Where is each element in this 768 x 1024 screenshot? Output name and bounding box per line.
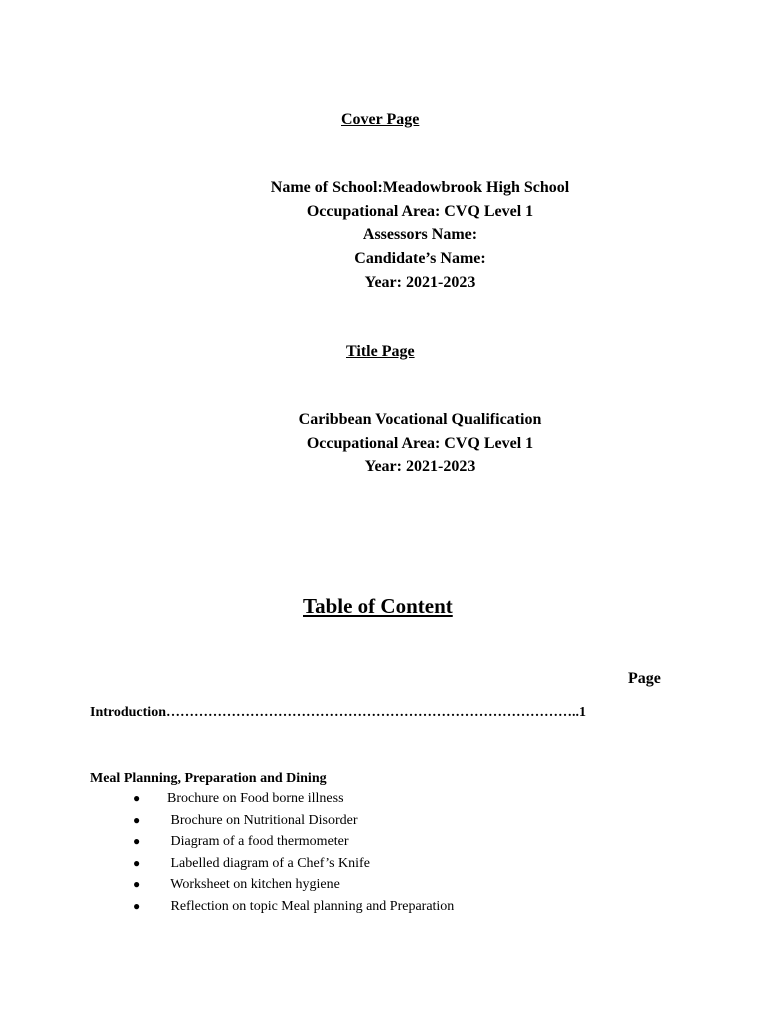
list-item-text: Worksheet on kitchen hygiene (167, 877, 340, 892)
list-item (133, 853, 454, 875)
bullet-icon: ● (133, 791, 141, 805)
toc-title: Table of Content (303, 594, 453, 618)
bullet-icon: ● (133, 855, 141, 870)
list-item (133, 788, 454, 810)
toc-page-column-label: Page (628, 670, 661, 687)
toc-bullet-list (133, 788, 454, 917)
list-item-text: Reflection on topic Meal planning and Preparation (167, 898, 455, 914)
list-item (133, 896, 454, 918)
bullet-icon: ● (133, 898, 141, 913)
list-item (133, 831, 454, 853)
title-details (220, 408, 620, 479)
list-item (133, 874, 454, 896)
year-line: Year: 2021-2023 (364, 458, 476, 476)
list-item (133, 810, 454, 832)
bullet-icon: ● (133, 812, 141, 827)
year-line: Year: 2021-2023 (364, 273, 476, 291)
toc-section-heading: Meal Planning, Preparation and Dining (90, 771, 327, 786)
occupational-area-line: Occupational Area: CVQ Level 1 (306, 434, 534, 452)
assessors-name-line: Assessors Name: (362, 226, 478, 244)
bullet-icon: ● (133, 834, 141, 848)
candidate-name-line: Candidate’s Name: (354, 250, 486, 268)
list-item-text: Labelled diagram of a Chef’s Knife (167, 855, 370, 871)
cover-details (220, 176, 620, 295)
list-item-text: Brochure on Nutritional Disorder (167, 812, 358, 828)
cover-page-heading: Cover Page (341, 111, 420, 128)
bullet-icon: ● (133, 877, 141, 891)
list-item-text: Brochure on Food borne illness (167, 791, 344, 806)
title-page-heading: Title Page (346, 343, 415, 360)
toc-entry-introduction: Introduction……………………………………………………………………………..1 (90, 705, 586, 720)
occupational-area-line: Occupational Area: CVQ Level 1 (306, 202, 534, 220)
list-item-text: Diagram of a food thermometer (167, 834, 349, 849)
qualification-line: Caribbean Vocational Qualification (298, 411, 542, 428)
school-name-line: Name of School:Meadowbrook High School (270, 179, 570, 196)
